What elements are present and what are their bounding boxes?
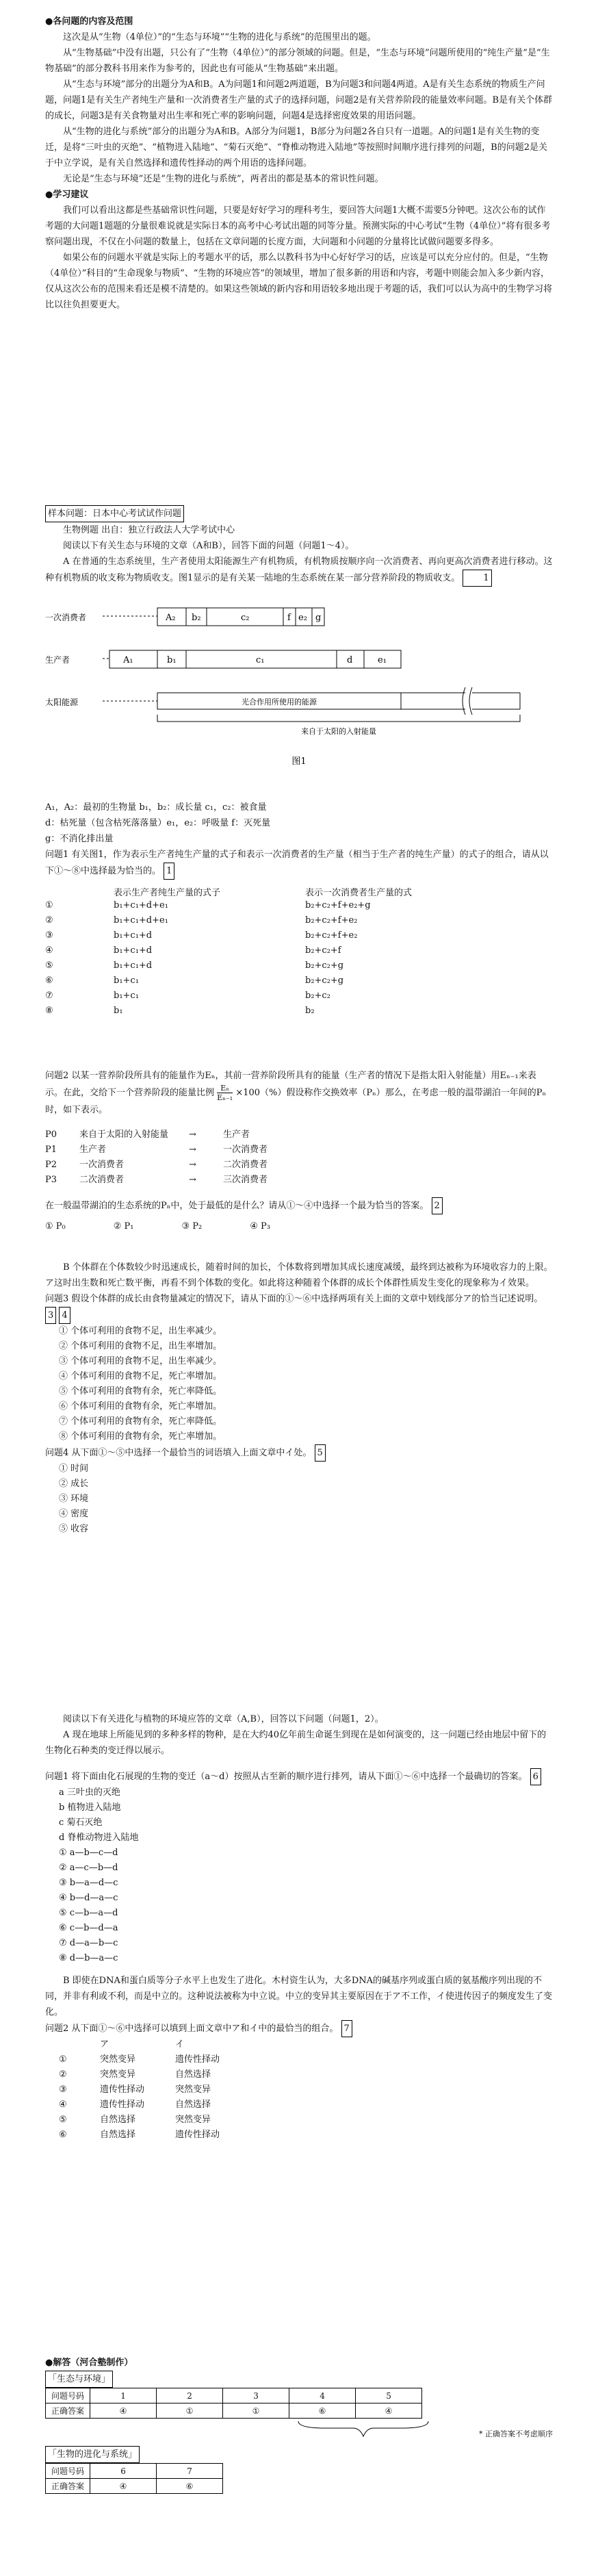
choice: ③ P₂ <box>181 1221 203 1232</box>
option-a: 自然选择 <box>100 2130 136 2140</box>
q2-choices <box>45 1221 553 1232</box>
table-cell: ⑥ <box>289 2403 356 2419</box>
option-formula: b₂ <box>305 1006 315 1016</box>
answer-blank: 4 <box>59 1307 70 1324</box>
option: ⑧ d—b—a—c <box>59 1953 118 1963</box>
option-number: ⑧ <box>45 1006 53 1016</box>
efficiency-table <box>45 1127 553 1188</box>
question-3-text: 问题3 假设个体群的成长由食物量减定的情况下，请从下面的①～⑥中选择两项有关上面的文章中划线部分ア的恰当记述说明。 <box>45 1294 543 1304</box>
option-a: 遗传性择动 <box>100 2084 145 2095</box>
option-number: ① <box>45 900 53 910</box>
option-formula: b₁+c₁ <box>114 991 139 1001</box>
option-formula: b₁+c₁+d <box>114 945 153 956</box>
table-cell: 7 <box>157 2464 223 2479</box>
arrow-icon: → <box>189 1130 196 1140</box>
option-b: 突然变异 <box>175 2084 211 2095</box>
column-header: イ <box>175 2039 185 2050</box>
option-b: 突然变异 <box>175 2115 211 2125</box>
advice-heading: ●学习建议 <box>45 190 89 200</box>
arrow-icon: → <box>189 1145 196 1155</box>
option-formula: b₂+c₂+g <box>305 975 344 986</box>
option: ⑤ 个体可利用的食物有余，死亡率降低。 <box>59 1386 222 1397</box>
table-title: 「生物的进化与系统」 <box>45 2446 140 2463</box>
answer-blank: 1 <box>463 570 491 587</box>
table-to: 二次消费者 <box>223 1160 268 1170</box>
table-key: P1 <box>45 1145 57 1155</box>
event: d 脊椎动物进入陆地 <box>59 1833 139 1843</box>
answers-section <box>0 2355 598 2494</box>
answer-blank: 3 <box>45 1307 56 1324</box>
cell-label: c₁ <box>256 655 265 665</box>
figure-caption: 图1 <box>291 756 307 767</box>
fraction-denominator: Eₙ₋₁ <box>217 1093 233 1102</box>
option: ③ 环境 <box>59 1494 89 1504</box>
option-formula: b₂+c₂+f+e₂ <box>305 930 358 941</box>
event: a 三叶虫的灭绝 <box>59 1787 120 1798</box>
option-formula: b₂+c₂+g <box>305 960 344 971</box>
option: ⑦ d—a—b—c <box>59 1938 118 1948</box>
answer-blank: 2 <box>432 1197 443 1214</box>
cell-label: g <box>315 613 322 623</box>
evolution-section <box>0 1711 598 2143</box>
option-formula: b₂+c₂ <box>305 991 330 1001</box>
q2-section <box>0 1068 598 1232</box>
event: b 植物进入陆地 <box>59 1802 121 1813</box>
table-to: 三次消费者 <box>223 1175 268 1185</box>
incoming-energy-label: 来自于太阳的入射能量 <box>301 727 376 736</box>
option: ⑧ 个体可利用的食物有余，死亡率增加。 <box>59 1431 222 1442</box>
option: ④ 密度 <box>59 1509 89 1519</box>
answer-blank: 6 <box>530 1768 541 1785</box>
table-cell: 4 <box>289 2388 356 2403</box>
section-b-text: B 个体群在个体数较少时迅速成长，随着时间的加长，个体数将到增加其成长速度减缓，最终到达被称为环境收容力的上限。ア这时出生数和死亡数平衡，再看不到个体数的变化。如此将这种随着个体群的成长个体群性质发生变化的现象称为イ效果。 <box>45 1262 553 1288</box>
choice: ② P₁ <box>113 1221 134 1232</box>
option-b: 遗传性择动 <box>175 2054 220 2065</box>
figure-1 <box>0 601 598 793</box>
cell-label: f <box>287 613 291 623</box>
option: ⑥ c—b—d—a <box>59 1923 118 1933</box>
cell-label: b₂ <box>192 613 201 623</box>
answers-table-ecology <box>45 2388 422 2419</box>
table-cell: 正确答案 <box>46 2403 90 2419</box>
legend-line: A₁，A₂：最初的生物量 b₁，b₂：成长量 c₁，c₂：被食量 <box>45 802 267 813</box>
option: ④ b—d—a—c <box>59 1893 118 1903</box>
table-key: P0 <box>45 1130 57 1140</box>
column-header: ア <box>100 2039 109 2050</box>
option: ① 个体可利用的食物不足，出生率减少。 <box>59 1326 222 1336</box>
option-formula: b₂+c₂+f+e₂ <box>305 915 358 926</box>
option: ⑤ c—b—a—d <box>59 1908 118 1918</box>
intro-paragraph: 从“生物基础”中没有出题，只公有了“生物（4单位）”的部分领域的问题。但是，“生态与环境”问题所使用的“纯生产量”是“生物基础”的部分教科书用来作为参考的，因此也有可能从“生物基础”来出题。 <box>45 48 550 74</box>
answers-note: * 正确答案不考虑顺序 <box>479 2430 553 2438</box>
row-label-consumer: 一次消费者 <box>45 613 87 622</box>
option-number: ① <box>59 2054 67 2065</box>
sample-instruction: 阅读以下有关生态与环境的文章（A和B），回答下面的问题（问题1～4）。 <box>63 541 354 551</box>
option-number: ⑥ <box>45 975 53 986</box>
cell-label: b₁ <box>167 655 177 665</box>
legend-line: d：枯死量（包含枯死落落量）e₁，e₂：呼吸量 f：灭死量 <box>45 818 271 828</box>
question-2-text: 问题2 以某一营养阶段所具有的能量作为Eₙ，其前一营养阶段所具有的能量（生产者的情况下是指太阳入射能量）用Eₙ₋₁来表示。在此，交给下一个营养阶段的能量比例 <box>45 1071 536 1098</box>
table-cell: 6 <box>90 2464 157 2479</box>
sample-subject: 生物例题 出自：独立行政法人大学考试中心 <box>63 525 235 535</box>
option-a: 突然变异 <box>100 2054 136 2065</box>
cell-label: e₂ <box>298 613 307 623</box>
option: ③ b—a—d—c <box>59 1878 118 1888</box>
intro-paragraph: 从“生物的进化与系统”部分的出题分为A和B。A部分为问题1，B部分为问题2各自只有一道题。A的问题1是有关生物的变迁，是将“三叶虫的灭绝”、“植物进入陆地”、“菊石灭绝”、“脊椎动物进入陆地”等按照时间顺序进行排列的问题，B的问题2是关于中立学说，是有关自然选择和遗传性择动的两个用语的选择问题。 <box>45 127 547 168</box>
answer-blank: 7 <box>341 2020 352 2037</box>
table-cell: ④ <box>90 2479 157 2494</box>
option-formula: b₂+c₂+f <box>305 945 341 956</box>
used-energy-label: 光合作用所使用的能源 <box>242 698 317 706</box>
intro-paragraph: 从“生态与环境”部分的出题分为A和B。A为问题1和问题2两道题，B为问题3和问题4两道。A是有关生态系统的物质生产问题，问题1是有关生产者纯生产量和一次消费者生产量的式子的选择问题，问题2是有关营养阶段的能量效率问题。B是有关个体群的成长，问题3是有关食物量对出生率和死亡率的影响问题，问题4是选择密度效果的用语问题。 <box>45 79 553 121</box>
table-cell: 正确答案 <box>46 2479 90 2494</box>
table-cell: 5 <box>356 2388 422 2403</box>
table-from: 一次消费者 <box>79 1160 125 1170</box>
question-2-text-cont: ×100（%）假设称作交换效率（Pₙ）那么，在考虑一般的温带湖泊一年间的Pₙ时，如下表示。 <box>45 1088 547 1115</box>
event: c 菊石灭绝 <box>59 1818 103 1828</box>
section-a-text: A 在普通的生态系统里，生产者使用太阳能源生产有机物质，有机物质按顺序向一次消费者、再向更高次消费者进行移动。这种有机物质的收支称为物质收支。图1显示的是有关某一陆地的生态系统在某一部分营养阶段的物质收支。 <box>45 557 553 583</box>
fraction-numerator: Eₙ <box>217 1084 233 1093</box>
option-number: ④ <box>45 945 53 956</box>
option-b: 自然选择 <box>175 2069 211 2080</box>
intro-section <box>0 14 598 313</box>
row-label-solar: 太阳能源 <box>45 698 79 707</box>
option-b: 自然选择 <box>175 2100 211 2110</box>
option: ⑤ 收容 <box>59 1524 89 1534</box>
option-a: 突然变异 <box>100 2069 136 2080</box>
row-label-producer: 生产者 <box>45 655 70 665</box>
section-heading: ●各问题的内容及范围 <box>45 16 133 27</box>
option-formula: b₂+c₂+f+e₂+g <box>305 900 371 910</box>
evo-question-2: 问题2 从下面①～⑥中选择可以填到上面文章中ア和イ中的最恰当的组合。 <box>45 2024 339 2034</box>
option-formula: b₁+c₁ <box>114 975 139 986</box>
b-section <box>0 1260 598 1537</box>
q1-options <box>45 885 553 1019</box>
table-cell: 1 <box>90 2388 157 2403</box>
question-4-text: 问题4 从下面①～⑤中选择一个最恰当的词语填入上面文章中イ处。 <box>45 1448 312 1458</box>
column-header: 表示生产者纯生产量的式子 <box>114 888 221 898</box>
evo-orders <box>45 1846 553 1966</box>
column-header: 表示一次消费者生产量的式 <box>305 888 413 898</box>
option: ① 时间 <box>59 1464 89 1474</box>
option-formula: b₁+c₁+d <box>114 930 153 941</box>
table-cell: 问题号码 <box>46 2464 90 2479</box>
answers-table-evolution <box>45 2463 223 2494</box>
option: ④ 个体可利用的食物不足，死亡率增加。 <box>59 1371 222 1381</box>
table-cell: 3 <box>223 2388 289 2403</box>
cell-label: d <box>347 655 353 665</box>
advice-paragraph: 如果公布的问题水平就是实际上的考题水平的话，那么以教科书为中心好好学习的话，应该是可以充分应付的。但是，“生物（4单位）”科目的“生命现象与物质”、“生物的环境应答”的领域里，增加了很多新的用语和内容，考题中则能会加入多少新内容，仅从这次公布的范围来看还是模不清楚的。如果这些领域的新内容和用语较多地出现于考题的话，我们可以认为高中的生物学习将比以往负担要更大。 <box>45 253 553 310</box>
q4-options <box>45 1462 553 1537</box>
answers-heading: ●解答（河合塾制作） <box>45 2358 133 2368</box>
arrow-icon: → <box>189 1175 196 1185</box>
option-formula: b₁+c₁+d+e₁ <box>114 900 168 910</box>
legend-line: g：不消化排出量 <box>45 834 114 844</box>
solar-bar <box>157 687 520 736</box>
evo-q2-options <box>45 2037 553 2143</box>
choice: ④ P₃ <box>250 1221 270 1232</box>
evo-b-text: B 即使在DNA和蛋白质等分子水平上也发生了进化。木村资生认为，大多DNA的碱基序列或蛋白质的氨基酸序列出现的不同，并非有利或不利，而是中立的。这种说法被称为中立说。中立的变异其主要原因在于ア不工作，イ使进传因子的频度发生了变化。 <box>45 1976 553 2017</box>
table-cell: ① <box>223 2403 289 2419</box>
table-title: 「生态与环境」 <box>45 2371 113 2388</box>
evo-question-1: 问题1 将下面由化石展现的生物的变迁（a～d）按照从古至新的顺序进行排列，请从下面①～⑥中选择一个最确切的答案。 <box>45 1772 528 1782</box>
producer-bar <box>109 650 401 668</box>
evo-intro: 阅读以下有关进化与植物的环境应答的文章（A,B），回答以下问题（问题1，2）。 <box>63 1714 384 1724</box>
answer-blank: 5 <box>315 1444 326 1462</box>
option-number: ④ <box>59 2100 67 2110</box>
q1-section <box>0 800 598 1019</box>
option-formula: b₁+c₁+d+e₁ <box>114 915 168 926</box>
option: ② 成长 <box>59 1479 89 1489</box>
evo-a-text: A 现在地球上所能见到的多种多样的物种，是在大约40亿年前生命诞生到现在是如何演变的，这一问题已经由地层中留下的生物化石种类的变迁得以展示。 <box>45 1730 547 1756</box>
option-number: ⑤ <box>59 2115 67 2125</box>
advice-paragraph: 我们可以看出这都是些基础常识性问题，只要是好好学习的理科考生，要回答大问题1大概不需要5分钟吧。这次公布的试作考题的大问题1题题的分量很难说就是实际日本的高考中心考试出题的同等分量。预测实际的中心考试“生物（4单位）”将有很多考察问题出现，不仅在小问题的数量上，包括在文章问题的长度方面，大问题和小问题的分量将比试做问题要多得多。 <box>45 205 551 247</box>
cell-label: A₁ <box>123 655 133 665</box>
table-cell: 问题号码 <box>46 2388 90 2403</box>
table-cell: 2 <box>157 2388 223 2403</box>
table-from: 二次消费者 <box>79 1175 125 1185</box>
option-number: ③ <box>59 2084 67 2095</box>
option-formula: b₁ <box>114 1006 123 1016</box>
option-number: ② <box>45 915 53 926</box>
option-a: 遗传性择动 <box>100 2100 145 2110</box>
intro-paragraph: 无论是“生态与环境”还是“生物的进化与系统”，两者出的都是基本的常识性问题。 <box>63 174 384 184</box>
option-number: ⑦ <box>45 991 53 1001</box>
arrow-icon: → <box>189 1160 196 1170</box>
table-cell: ① <box>157 2403 223 2419</box>
sample-section <box>0 505 598 587</box>
q3-options <box>45 1324 553 1444</box>
option: ② 个体可利用的食物不足，出生率增加。 <box>59 1341 222 1351</box>
table-to: 一次消费者 <box>223 1145 268 1155</box>
efficiency-fraction <box>217 1084 233 1102</box>
option: ⑥ 个体可利用的食物有余，死亡率增加。 <box>59 1401 222 1412</box>
table-cell: ④ <box>90 2403 157 2419</box>
question-2-prompt: 在一般温带湖泊的生态系统的Pₙ中，处于最低的是什么？请从①～④中选择一个最为恰当的答案。 <box>45 1201 429 1211</box>
table-cell: ⑥ <box>157 2479 223 2494</box>
cell-label: c₂ <box>241 613 250 623</box>
choice: ① P₀ <box>45 1221 66 1232</box>
table-from: 生产者 <box>79 1145 107 1155</box>
table-key: P3 <box>45 1175 57 1185</box>
option-number: ③ <box>45 930 53 941</box>
option-a: 自然选择 <box>100 2115 136 2125</box>
option-number: ② <box>59 2069 67 2080</box>
table-cell: ④ <box>356 2403 422 2419</box>
question-1-text: 问题1 有关图1，作为表示生产者纯生产量的式子和表示一次消费者的生产量（相当于生产者的纯生产量）的式子的组合，请从以下①～⑧中选择最为恰当的。 <box>45 850 549 876</box>
answer-blank: 1 <box>164 863 174 880</box>
intro-paragraph: 这次是从“生物（4单位）”的“生态与环境”“生物的进化与系统”的范围里出的题。 <box>63 32 376 42</box>
option-number: ⑥ <box>59 2130 67 2140</box>
option-b: 遗传性择动 <box>175 2130 220 2140</box>
option: ③ 个体可利用的食物不足，出生率减少。 <box>59 1356 222 1366</box>
option-number: ⑤ <box>45 960 53 971</box>
sample-title: 样本问题：日本中心考试试作问题 <box>45 505 184 522</box>
cell-label: e₁ <box>378 655 387 665</box>
table-key: P2 <box>45 1160 57 1170</box>
option-formula: b₁+c₁+d <box>114 960 153 971</box>
option: ① a—b—c—d <box>59 1848 118 1858</box>
evo-events <box>45 1785 553 1846</box>
option: ⑦ 个体可利用的食物有余，死亡率降低。 <box>59 1416 222 1427</box>
table-from: 来自于太阳的入射能量 <box>79 1130 169 1140</box>
option: ② a—c—b—d <box>59 1863 118 1873</box>
cell-label: A₂ <box>166 613 176 623</box>
consumer-bar <box>157 608 324 626</box>
table-to: 生产者 <box>223 1130 250 1140</box>
